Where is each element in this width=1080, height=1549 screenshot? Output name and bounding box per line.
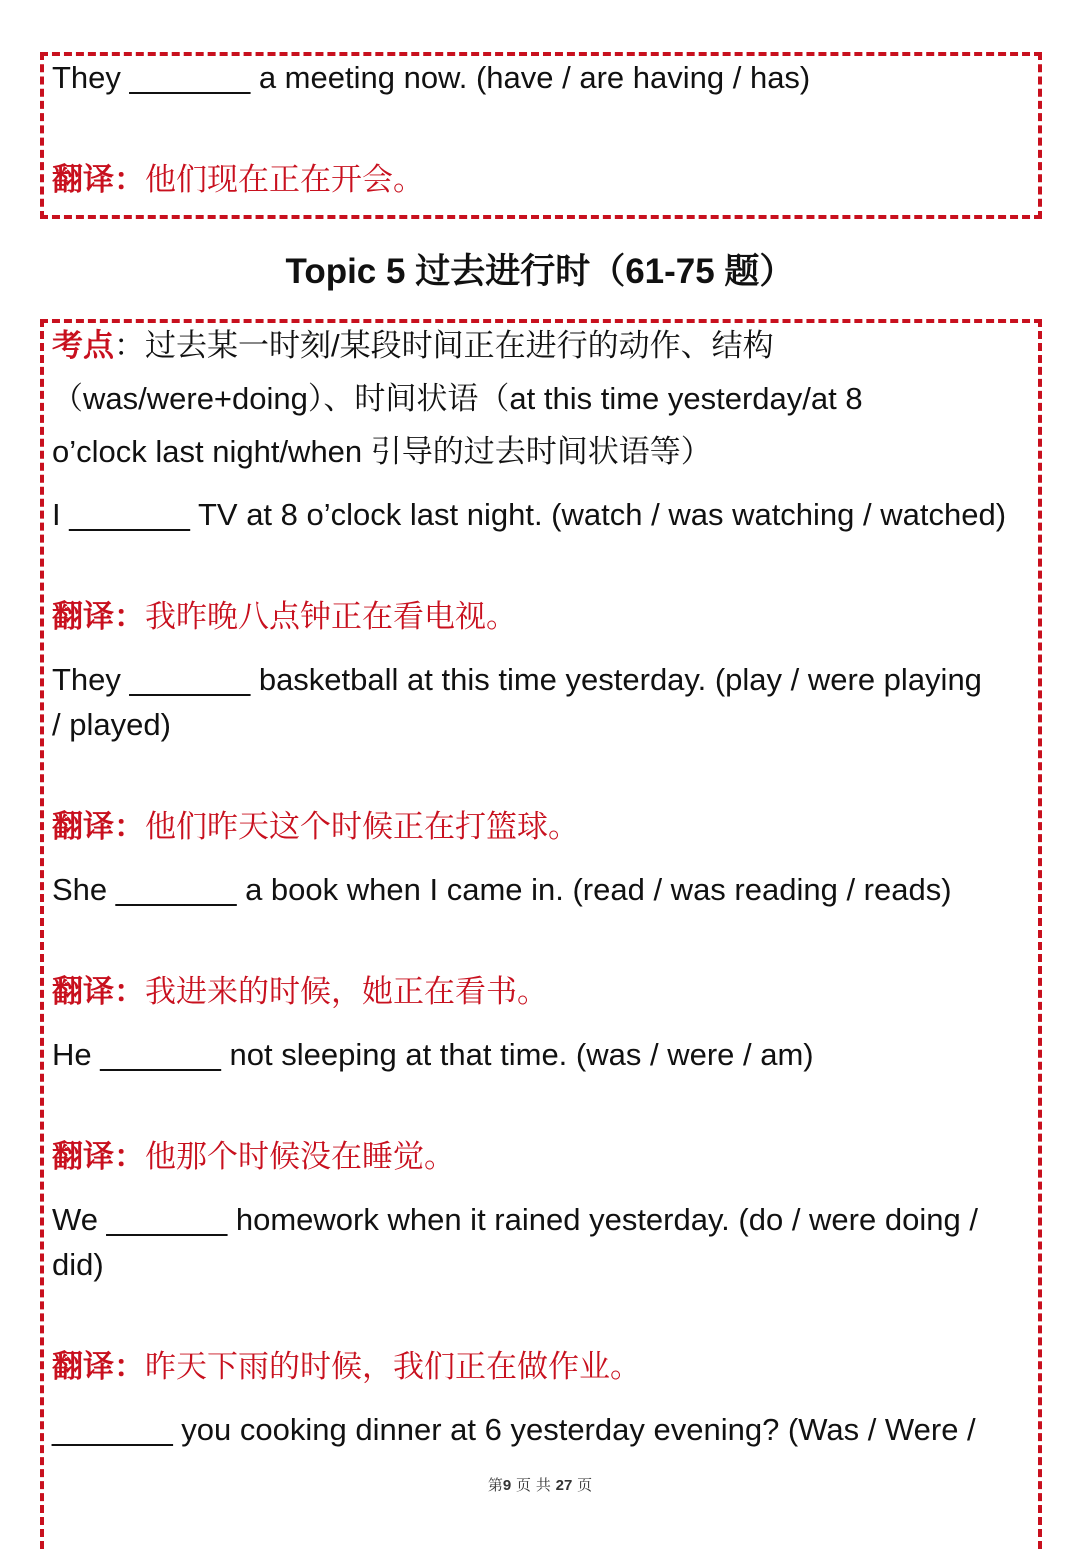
translation-text: 昨天下雨的时候，我们正在做作业。 <box>145 1349 641 1384</box>
translation-text: 他那个时候没在睡觉。 <box>145 1139 455 1174</box>
question-5-line-2: did) <box>52 1247 104 1282</box>
translation-label: 翻译： <box>52 599 145 634</box>
question-3: She _______ a book when I came in. (read / was reading / reads) <box>52 872 952 907</box>
translation-line <box>52 160 424 200</box>
translation-text: 我进来的时候，她正在看书。 <box>145 974 548 1009</box>
translation-label: 翻译： <box>52 974 145 1009</box>
kaodian-line-3: o’clock last night/when 引导的过去时间状语等） <box>52 434 712 469</box>
translation-2 <box>52 807 579 847</box>
translation-text: 他们昨天这个时候正在打篮球。 <box>145 809 579 844</box>
total-page-number: 27 <box>555 1477 573 1494</box>
translation-label: 翻译： <box>52 1349 145 1384</box>
translation-1 <box>52 597 517 637</box>
translation-label: 翻译： <box>52 809 145 844</box>
question-2-line-2: / played) <box>52 707 171 742</box>
current-page-number: 9 <box>502 1477 512 1494</box>
translation-3 <box>52 972 548 1012</box>
translation-label: 翻译： <box>52 162 145 197</box>
question-2-line-1: They _______ basketball at this time yesterday. (play / were playing <box>52 662 982 697</box>
translation-text: 他们现在正在开会。 <box>145 162 424 197</box>
topic-title: Topic 5 过去进行时（61-75 题） <box>285 252 795 291</box>
kaodian-text-1: ：过去某一时刻/某段时间正在进行的动作、结构 <box>114 328 774 363</box>
question-sentence: They _______ a meeting now. (have / are having / has) <box>52 60 811 95</box>
translation-text: 我昨晚八点钟正在看电视。 <box>145 599 517 634</box>
question-4: He _______ not sleeping at that time. (was / were / am) <box>52 1037 814 1072</box>
footer-middle: 页 共 <box>516 1476 551 1494</box>
footer-suffix: 页 <box>577 1476 593 1494</box>
translation-4 <box>52 1137 455 1177</box>
question-1: I _______ TV at 8 o’clock last night. (watch / was watching / watched) <box>52 497 1007 532</box>
question-5-line-1: We _______ homework when it rained yesterday. (do / were doing / <box>52 1202 978 1237</box>
footer-prefix: 第 <box>487 1476 503 1494</box>
translation-5 <box>52 1347 641 1387</box>
translation-label: 翻译： <box>52 1139 145 1174</box>
kaodian-label: 考点 <box>52 328 114 363</box>
page-footer <box>0 1474 1080 1495</box>
kaodian-line-1 <box>52 326 774 366</box>
question-6: _______ you cooking dinner at 6 yesterday evening? (Was / Were / <box>52 1412 976 1447</box>
kaodian-line-2: （was/were+doing）、时间状语（at this time yesterday/at 8 <box>52 381 863 416</box>
